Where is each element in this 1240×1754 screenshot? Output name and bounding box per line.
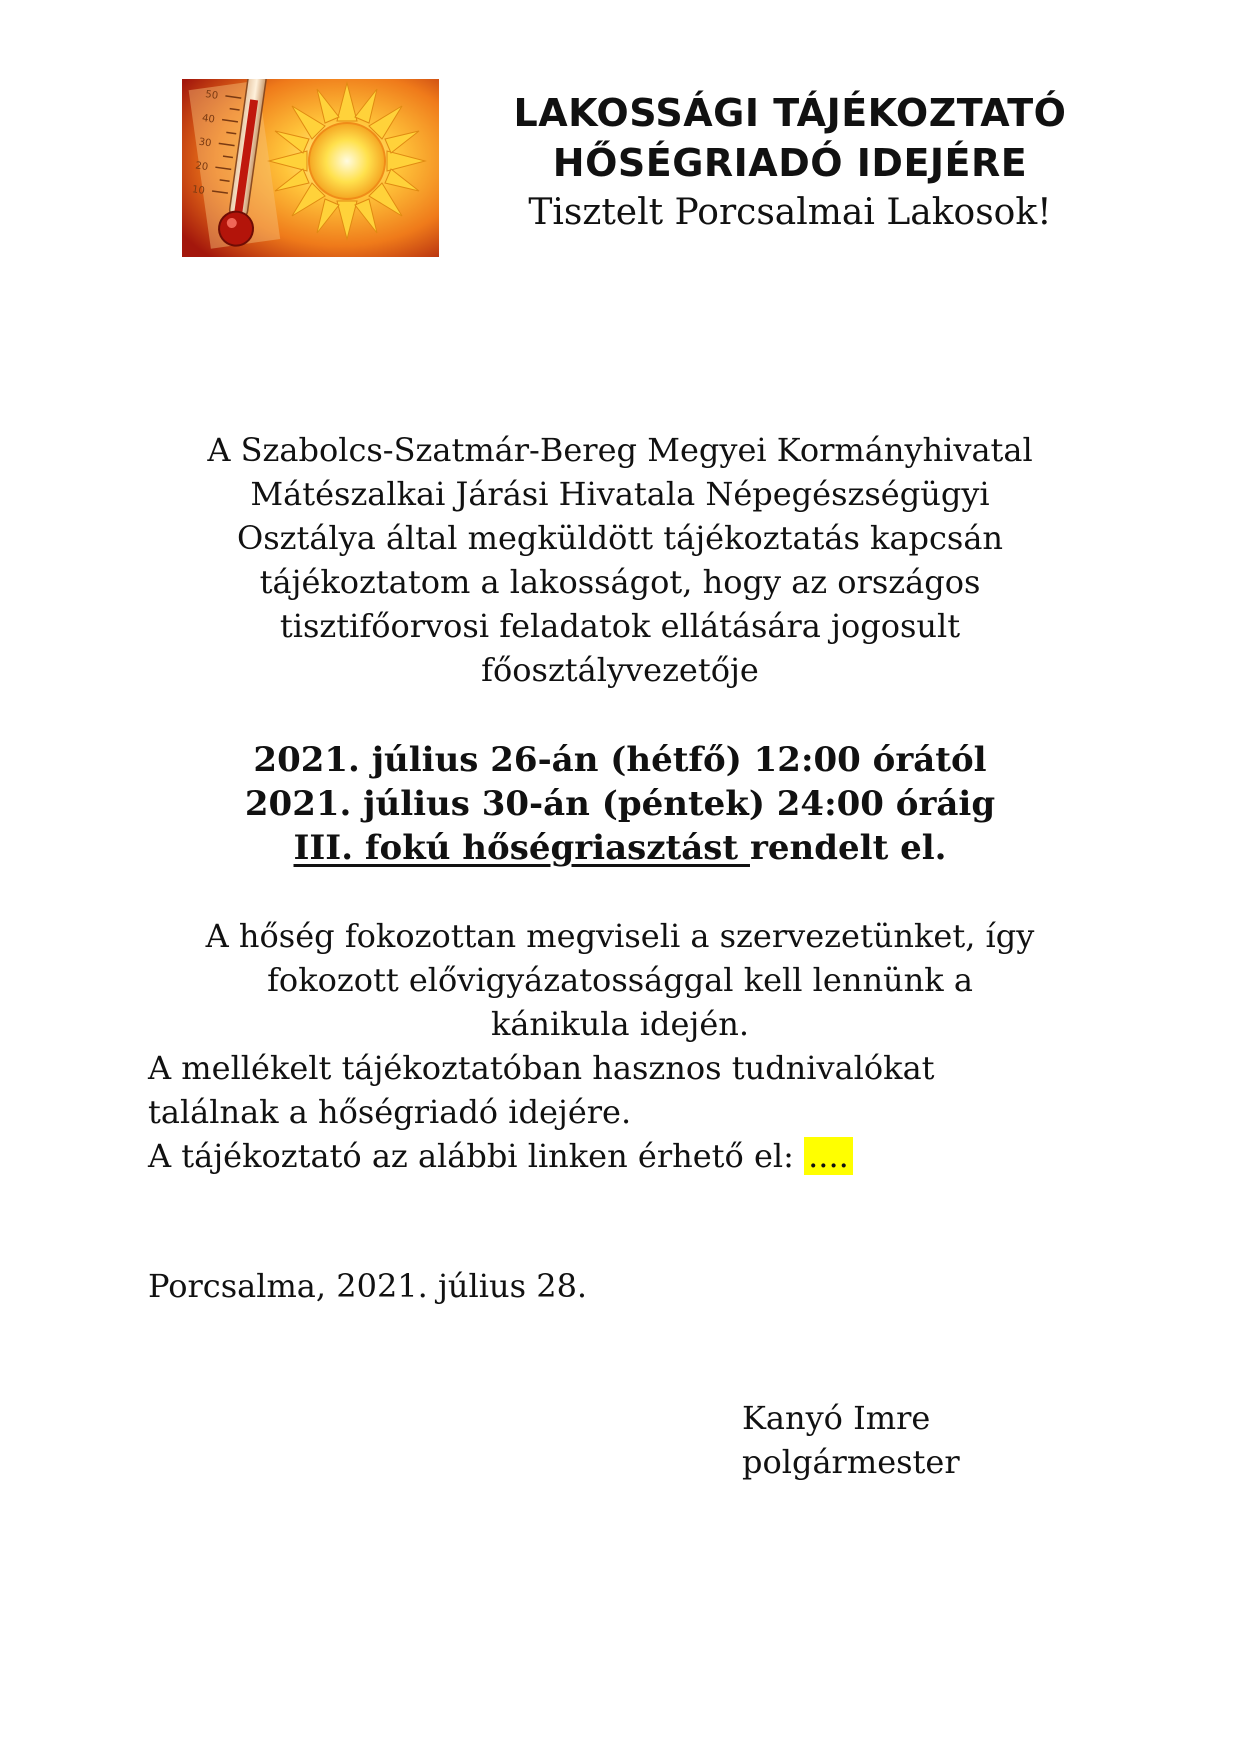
signature-block (742, 1396, 960, 1484)
info-paragraph (148, 1046, 1108, 1178)
document-header (470, 88, 1110, 238)
link-placeholder[interactable]: .... (804, 1137, 853, 1175)
intro-line: tájékoztatom a lakosságot, hogy az országos (259, 563, 981, 601)
intro-paragraph (140, 428, 1100, 692)
heat-notice-line: kánikula idején. (490, 1005, 750, 1043)
tick-label: 20 (194, 160, 209, 174)
alert-start: 2021. július 26-án (hétfő) 12:00 órától (253, 740, 987, 780)
alert-level-underlined: III. fokú hőségriasztást (293, 828, 750, 868)
heatwave-thermometer-sun-icon (182, 79, 439, 257)
heat-notice-line: fokozott elővigyázatossággal kell lennünk a (267, 961, 973, 999)
alert-end: 2021. július 30-án (péntek) 24:00 óráig (244, 784, 996, 824)
info-line-3 (148, 1134, 1108, 1178)
tick-label: 10 (191, 184, 206, 197)
intro-line: főosztályvezetője (481, 651, 759, 689)
info-line-1: A mellékelt tájékoztatóban hasznos tudnivalókat (148, 1049, 935, 1087)
heat-notice (140, 914, 1100, 1046)
intro-line: A Szabolcs-Szatmár-Bereg Megyei Kormányhivatal (207, 431, 1033, 469)
alert-level-rest: rendelt el. (749, 828, 947, 868)
title-line-1: LAKOSSÁGI TÁJÉKOZTATÓ (513, 91, 1067, 135)
info-line-2: találnak a hőségriadó idejére. (148, 1093, 632, 1131)
signatory-name: Kanyó Imre (742, 1399, 931, 1437)
heat-alert-block (140, 738, 1100, 870)
alert-level (140, 826, 1100, 870)
intro-line: Mátészalkai Járási Hivatala Népegészségügyi (250, 475, 990, 513)
document-date: Porcsalma, 2021. július 28. (148, 1267, 588, 1305)
intro-line: Osztálya által megküldött tájékoztatás kapcsán (236, 519, 1004, 557)
heatwave-image (182, 79, 439, 257)
tick-label: 30 (197, 136, 213, 150)
signatory-role: polgármester (742, 1443, 960, 1481)
tick-label: 40 (201, 112, 216, 126)
intro-line: tisztifőorvosi feladatok ellátására jogosult (279, 607, 961, 645)
title-line-2: HŐSÉGRIADÓ IDEJÉRE (552, 141, 1028, 185)
heat-notice-line: A hőség fokozottan megviseli a szervezetünket, így (205, 917, 1035, 955)
info-link-prefix: A tájékoztató az alábbi linken érhető el: (148, 1137, 805, 1175)
tick-label: 50 (204, 89, 219, 102)
greeting: Tisztelt Porcsalmai Lakosok! (528, 192, 1052, 233)
